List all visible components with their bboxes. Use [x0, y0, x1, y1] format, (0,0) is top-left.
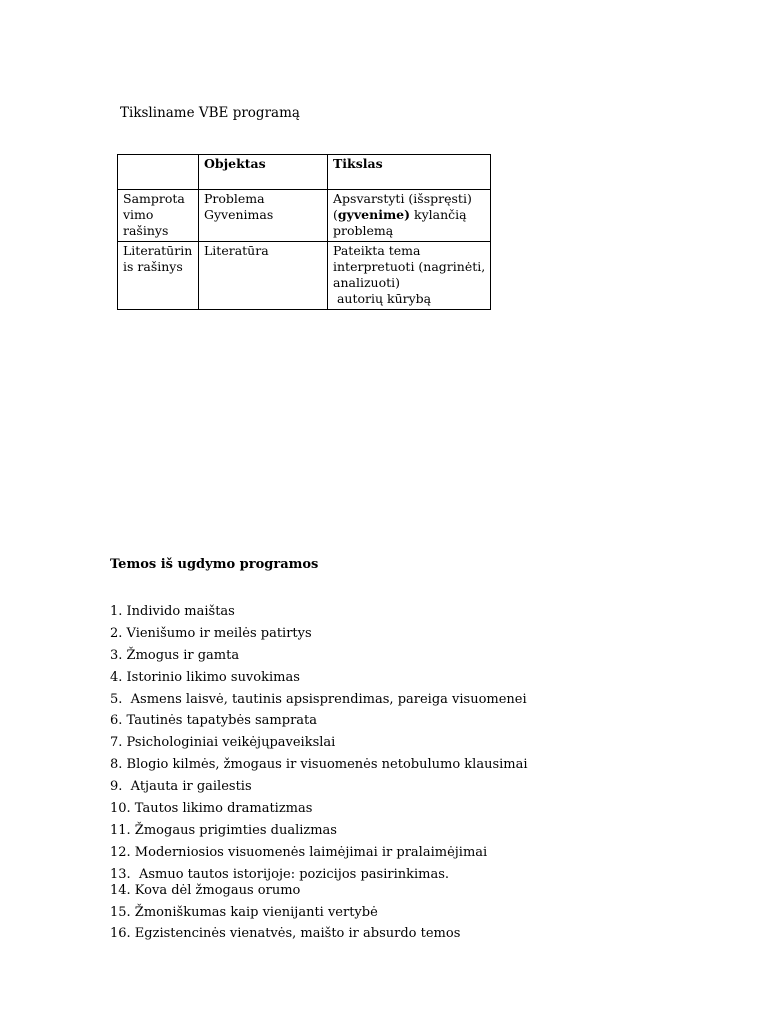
cell-text-line [333, 207, 485, 223]
cell-text-line: vimo [123, 207, 154, 222]
list-item: 7. Psichologiniai veikėjųpaveikslai [110, 735, 336, 751]
section-title: Temos iš ugdymo programos [110, 557, 319, 572]
cell-text-rest: kylančią [410, 207, 467, 222]
topics-list [110, 603, 528, 947]
cell-text-line: Apsvarstyti (išspręsti) [333, 191, 472, 206]
table-row [118, 190, 491, 242]
list-item: 8. Blogio kilmės, žmogaus ir visuomenės netobulumo klausimai [110, 757, 528, 773]
row1-type-cell [118, 190, 199, 242]
list-item: 6. Tautinės tapatybės samprata [110, 713, 318, 729]
row2-objektas-cell [199, 242, 328, 310]
cell-text-line: problemą [333, 223, 394, 238]
list-item: 12. Moderniosios visuomenės laimėjimai ir pralaimėjimai [110, 844, 488, 860]
cell-text-line: Pateikta tema [333, 243, 421, 258]
cell-text-line: rašinys [123, 223, 169, 238]
cell-text-bold: gyvenime) [337, 207, 411, 222]
table-header-row [118, 155, 491, 190]
cell-text-line: interpretuoti (nagrinėti, [333, 259, 486, 274]
row2-type-cell [118, 242, 199, 310]
vbe-program-table [117, 154, 491, 310]
cell-text-line: analizuoti) [333, 275, 401, 290]
row1-objektas-cell [199, 190, 328, 242]
list-item: 9. Atjauta ir gailestis [110, 779, 252, 795]
cell-text-open-paren: ( [333, 207, 338, 222]
list-item: 1. Individo maištas [110, 604, 235, 619]
cell-text-line: Literatūra [204, 243, 269, 258]
list-item: 14. Kova dėl žmogaus orumo [110, 882, 301, 898]
row1-tikslas-cell [328, 190, 491, 242]
cell-text-line: is rašinys [123, 259, 183, 274]
header-empty-cell [118, 155, 199, 190]
cell-text-line: Literatūrin [123, 243, 193, 258]
list-item: 5. Asmens laisvė, tautinis apsisprendimas, pareiga visuomenei [110, 691, 527, 707]
cell-text-line: Gyvenimas [204, 207, 274, 222]
list-item: 10. Tautos likimo dramatizmas [110, 801, 313, 817]
list-item: 3. Žmogus ir gamta [110, 647, 240, 663]
intro-line: Tiksliname VBE programą [120, 105, 300, 121]
cell-text-line: Problema [204, 191, 265, 206]
table-row [118, 242, 491, 310]
list-item: 4. Istorinio likimo suvokimas [110, 669, 300, 685]
row2-tikslas-cell [328, 242, 491, 310]
list-item: 2. Vienišumo ir meilės patirtys [110, 625, 312, 641]
cell-text-line: Samprota [123, 191, 185, 206]
list-item: 13. Asmuo tautos istorijoje: pozicijos pasirinkimas. [110, 866, 450, 882]
cell-text-line: autorių kūrybą [333, 291, 432, 306]
header-objektas: Objektas [199, 155, 328, 190]
header-tikslas: Tikslas [328, 155, 491, 190]
list-item: 16. Egzistencinės vienatvės, maišto ir absurdo temos [110, 926, 461, 942]
list-item: 15. Žmoniškumas kaip vienijanti vertybė [110, 904, 378, 920]
list-item: 11. Žmogaus prigimties dualizmas [110, 822, 337, 838]
